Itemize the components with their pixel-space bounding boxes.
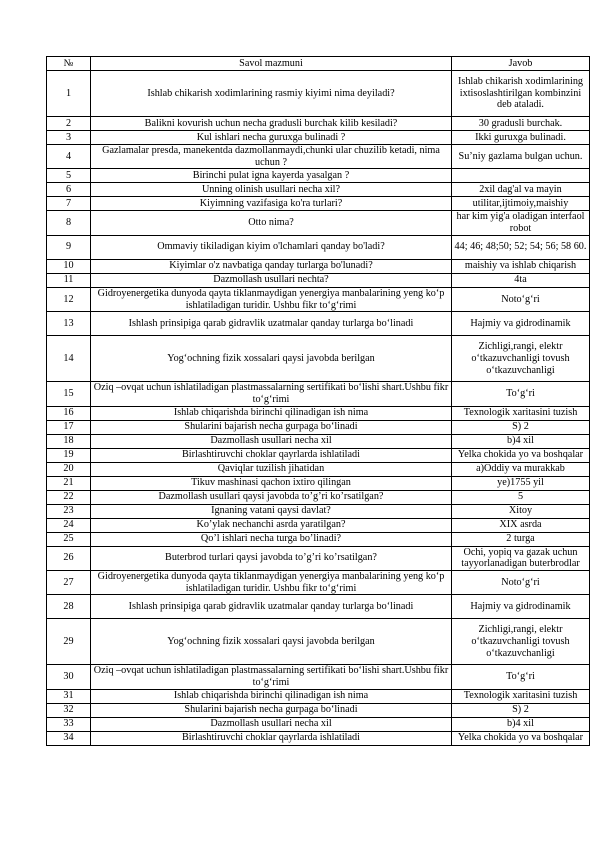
table-header-row <box>47 57 590 71</box>
answer-cell: b)4 xil <box>452 434 590 448</box>
row-number: 13 <box>47 312 91 336</box>
table-row <box>47 717 590 731</box>
table-row <box>47 434 590 448</box>
question-cell: Gazlamalar presda, manekentda dazmollanmaydi,chunki ular chuzilib ketadi, nima uchun ? <box>91 145 452 169</box>
answer-cell: 4ta <box>452 273 590 287</box>
table-row <box>47 287 590 311</box>
row-number: 5 <box>47 169 91 183</box>
row-number: 6 <box>47 183 91 197</box>
question-cell: Unning olinish usullari necha xil? <box>91 183 452 197</box>
answer-cell: Ochi, yopiq va gazak uchun tayyorlanadigan buterbrodlar <box>452 546 590 570</box>
question-cell: Otto nima? <box>91 211 452 235</box>
row-number: 25 <box>47 532 91 546</box>
question-cell: Ishlab chikarish xodimlarining rasmiy kiyimi nima deyiladi? <box>91 71 452 117</box>
row-number: 21 <box>47 476 91 490</box>
question-cell: Yog‘ochning fizik xossalari qaysi javobda berilgan <box>91 619 452 665</box>
row-number: 3 <box>47 131 91 145</box>
row-number: 33 <box>47 717 91 731</box>
answer-cell: Ishlab chikarish xodimlarining ixtisoslashtirilgan kombinzini deb ataladi. <box>452 71 590 117</box>
answer-cell: Hajmiy va gidrodinamik <box>452 595 590 619</box>
table-row <box>47 169 590 183</box>
question-cell: Ommaviy tikiladigan kiyim o'lchamlari qanday bo'ladi? <box>91 235 452 259</box>
question-cell: Balikni kovurish uchun necha gradusli burchak kilib kesiladi? <box>91 117 452 131</box>
table-row <box>47 131 590 145</box>
question-cell: Gidroyenergetika dunyoda qayta tiklanmaydigan yenergiya manbalarining yeng ko‘p ishlatiladigan turidir. Ushbu fikr to‘g‘rimi <box>91 571 452 595</box>
answer-cell: 44; 46; 48;50; 52; 54; 56; 58 60. <box>452 235 590 259</box>
table-row <box>47 532 590 546</box>
answer-cell: 30 gradusli burchak. <box>452 117 590 131</box>
table-row <box>47 273 590 287</box>
table-body <box>47 71 590 746</box>
question-cell: Tikuv mashinasi qachon ixtiro qilingan <box>91 476 452 490</box>
question-cell: Dazmollash usullari qaysi javobda to’g’ri ko’rsatilgan? <box>91 490 452 504</box>
row-number: 22 <box>47 490 91 504</box>
answer-cell: Zichligi,rangi, elektr o‘tkazuvchanligi tovush o‘tkazuvchanligi <box>452 336 590 382</box>
question-cell: Yog‘ochning fizik xossalari qaysi javobda berilgan <box>91 336 452 382</box>
answer-cell: To‘g‘ri <box>452 665 590 689</box>
row-number: 12 <box>47 287 91 311</box>
answer-cell <box>452 169 590 183</box>
header-question: Savol mazmuni <box>91 57 452 71</box>
table-row <box>47 259 590 273</box>
question-cell: Qaviqlar tuzilish jihatidan <box>91 462 452 476</box>
question-cell: Ko’ylak nechanchi asrda yaratilgan? <box>91 518 452 532</box>
table-row <box>47 703 590 717</box>
question-cell: Dazmollash usullari necha xil <box>91 717 452 731</box>
question-cell: Oziq –ovqat uchun ishlatiladigan plastmassalarning sertifikati bo‘lishi shart.Ushbu fikr to‘g‘rimi <box>91 665 452 689</box>
answer-cell: 2 turga <box>452 532 590 546</box>
row-number: 30 <box>47 665 91 689</box>
row-number: 18 <box>47 434 91 448</box>
header-answer: Javob <box>452 57 590 71</box>
document-page <box>46 56 589 746</box>
table-row <box>47 211 590 235</box>
row-number: 34 <box>47 731 91 745</box>
question-cell: Oziq –ovqat uchun ishlatiladigan plastmassalarning sertifikati bo‘lishi shart.Ushbu fikr to‘g‘rimi <box>91 382 452 406</box>
table-row <box>47 197 590 211</box>
question-cell: Kul ishlari necha guruxga bulinadi ? <box>91 131 452 145</box>
answer-cell: 2xil dag'al va mayin <box>452 183 590 197</box>
answer-cell: b)4 xil <box>452 717 590 731</box>
answer-cell: Hajmiy va gidrodinamik <box>452 312 590 336</box>
table-row <box>47 406 590 420</box>
table-row <box>47 490 590 504</box>
table-row <box>47 689 590 703</box>
row-number: 11 <box>47 273 91 287</box>
row-number: 27 <box>47 571 91 595</box>
answer-cell: Xitoy <box>452 504 590 518</box>
row-number: 8 <box>47 211 91 235</box>
row-number: 10 <box>47 259 91 273</box>
answer-cell: Yelka chokida yo va boshqalar <box>452 731 590 745</box>
answer-cell: S) 2 <box>452 703 590 717</box>
row-number: 32 <box>47 703 91 717</box>
question-cell: Ishlash prinsipiga qarab gidravlik uzatmalar qanday turlarga bo‘linadi <box>91 595 452 619</box>
answer-cell: utilitar,ijtimoiy,maishiy <box>452 197 590 211</box>
answer-cell: ye)1755 yil <box>452 476 590 490</box>
table-row <box>47 504 590 518</box>
row-number: 15 <box>47 382 91 406</box>
question-cell: Buterbrod turlari qaysi javobda to’g’ri ko’rsatilgan? <box>91 546 452 570</box>
table-row <box>47 382 590 406</box>
header-number: № <box>47 57 91 71</box>
answer-cell: Ikki guruxga bulinadi. <box>452 131 590 145</box>
answer-cell: Zichligi,rangi, elektr o‘tkazuvchanligi tovush o‘tkazuvchanligi <box>452 619 590 665</box>
question-cell: Ishlash prinsipiga qarab gidravlik uzatmalar qanday turlarga bo‘linadi <box>91 312 452 336</box>
row-number: 31 <box>47 689 91 703</box>
answer-cell: maishiy va ishlab chiqarish <box>452 259 590 273</box>
table-row <box>47 235 590 259</box>
table-row <box>47 312 590 336</box>
row-number: 7 <box>47 197 91 211</box>
row-number: 1 <box>47 71 91 117</box>
answer-cell: Noto‘g‘ri <box>452 571 590 595</box>
qa-table <box>46 56 590 746</box>
question-cell: Ishlab chiqarishda birinchi qilinadigan ish nima <box>91 406 452 420</box>
row-number: 4 <box>47 145 91 169</box>
table-row <box>47 546 590 570</box>
row-number: 24 <box>47 518 91 532</box>
table-row <box>47 518 590 532</box>
answer-cell: Yelka chokida yo va boshqalar <box>452 448 590 462</box>
table-row <box>47 595 590 619</box>
answer-cell: Noto‘g‘ri <box>452 287 590 311</box>
row-number: 17 <box>47 420 91 434</box>
answer-cell: S) 2 <box>452 420 590 434</box>
table-row <box>47 462 590 476</box>
table-row <box>47 448 590 462</box>
row-number: 29 <box>47 619 91 665</box>
row-number: 28 <box>47 595 91 619</box>
answer-cell: XIX asrda <box>452 518 590 532</box>
table-row <box>47 571 590 595</box>
question-cell: Kiyimning vazifasiga ko'ra turlari? <box>91 197 452 211</box>
question-cell: Gidroyenergetika dunyoda qayta tiklanmaydigan yenergiya manbalarining yeng ko‘p ishlatiladigan turidir. Ushbu fikr to‘g‘rimi <box>91 287 452 311</box>
question-cell: Dazmollash usullari necha xil <box>91 434 452 448</box>
question-cell: Ignaning vatani qaysi davlat? <box>91 504 452 518</box>
table-row <box>47 619 590 665</box>
row-number: 19 <box>47 448 91 462</box>
question-cell: Shularini bajarish necha gurpaga bo‘linadi <box>91 420 452 434</box>
answer-cell: 5 <box>452 490 590 504</box>
question-cell: Birinchi pulat igna kayerda yasalgan ? <box>91 169 452 183</box>
row-number: 20 <box>47 462 91 476</box>
question-cell: Qo’l ishlari necha turga bo’linadi? <box>91 532 452 546</box>
row-number: 2 <box>47 117 91 131</box>
row-number: 9 <box>47 235 91 259</box>
answer-cell: a)Oddiy va murakkab <box>452 462 590 476</box>
table-row <box>47 476 590 490</box>
question-cell: Ishlab chiqarishda birinchi qilinadigan ish nima <box>91 689 452 703</box>
question-cell: Kiyimlar o'z navbatiga qanday turlarga bo'lunadi? <box>91 259 452 273</box>
answer-cell: har kim yig'a oladigan interfaol robot <box>452 211 590 235</box>
row-number: 26 <box>47 546 91 570</box>
answer-cell: Texnologik xaritasini tuzish <box>452 689 590 703</box>
question-cell: Shularini bajarish necha gurpaga bo‘linadi <box>91 703 452 717</box>
question-cell: Dazmollash usullari nechta? <box>91 273 452 287</box>
table-row <box>47 145 590 169</box>
table-row <box>47 117 590 131</box>
question-cell: Birlashtiruvchi choklar qayrlarda ishlatiladi <box>91 731 452 745</box>
answer-cell: Su’niy gazlama bulgan uchun. <box>452 145 590 169</box>
table-row <box>47 420 590 434</box>
row-number: 16 <box>47 406 91 420</box>
table-row <box>47 183 590 197</box>
table-row <box>47 665 590 689</box>
answer-cell: Texnologik xaritasini tuzish <box>452 406 590 420</box>
table-row <box>47 71 590 117</box>
row-number: 14 <box>47 336 91 382</box>
table-row <box>47 336 590 382</box>
table-row <box>47 731 590 745</box>
answer-cell: To‘g‘ri <box>452 382 590 406</box>
question-cell: Birlashtiruvchi choklar qayrlarda ishlatiladi <box>91 448 452 462</box>
row-number: 23 <box>47 504 91 518</box>
